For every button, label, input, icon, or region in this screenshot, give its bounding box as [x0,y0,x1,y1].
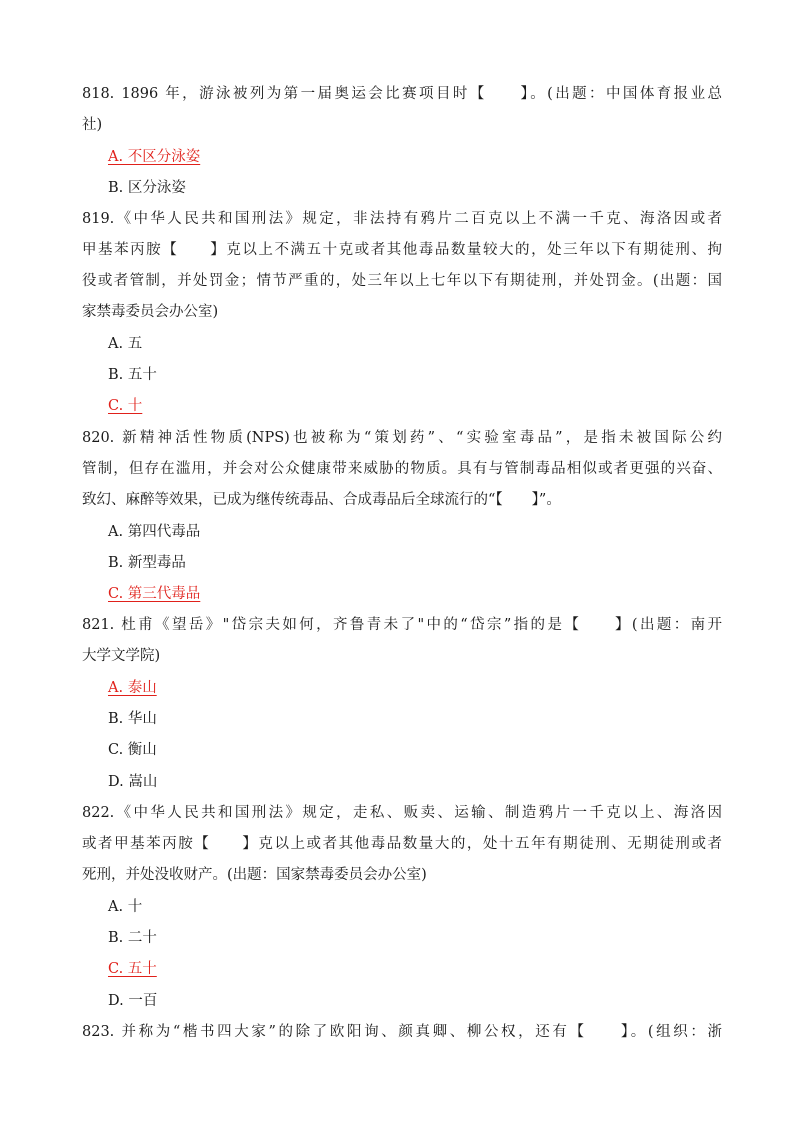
question-821-option-b: B. 华山 [108,711,157,727]
question-820-line-2: 管制，但存在滥用，并会对公众健康带来威胁的物质。具有与管制毒品相似或者更强的兴奋、 [82,461,722,477]
question-822-option-d: D. 一百 [108,993,158,1009]
question-819-line-3: 役或者管制，并处罚金；情节严重的，处三年以上七年以下有期徒刑，并处罚金。(出题：国 [82,273,722,289]
question-818-line-2: 社) [82,117,103,133]
question-822-line-1: 822.《中华人民共和国刑法》规定，走私、贩卖、运输、制造鸦片一千克以上、海洛因 [82,805,722,821]
question-820-option-c-correct: C. 第三代毒品 [108,586,201,602]
question-819-line-2: 甲基苯丙胺【 】克以上不满五十克或者其他毒品数量较大的，处三年以下有期徒刑、拘 [82,242,722,258]
question-818-option-a-correct: A. 不区分泳姿 [108,149,201,165]
question-822-option-c-correct: C. 五十 [108,961,157,977]
question-818-line-1: 818. 1896 年，游泳被列为第一届奥运会比赛项目时【 】。(出题：中国体育报业总 [82,86,722,102]
question-819-option-a: A. 五 [108,336,143,352]
question-820-option-a: A. 第四代毒品 [108,524,201,540]
question-820-option-b: B. 新型毒品 [108,555,186,571]
question-818-option-b: B. 区分泳姿 [108,180,186,196]
question-821-option-a-correct: A. 泰山 [108,680,157,696]
question-819-line-1: 819.《中华人民共和国刑法》规定，非法持有鸦片二百克以上不满一千克、海洛因或者 [82,211,722,227]
question-822-line-3: 死刑，并处没收财产。(出题：国家禁毒委员会办公室) [82,867,427,883]
question-820-line-3: 致幻、麻醉等效果，已成为继传统毒品、合成毒品后全球流行的“【 】”。 [82,492,561,508]
question-819-option-b: B. 五十 [108,367,157,383]
question-821-option-c: C. 衡山 [108,742,157,758]
question-821-option-d: D. 嵩山 [108,774,158,790]
question-820-line-1: 820. 新精神活性物质(NPS)也被称为“策划药”、“实验室毒品”，是指未被国际公约 [82,430,722,446]
question-819-option-c-correct: C. 十 [108,398,143,414]
question-822-line-2: 或者甲基苯丙胺【 】克以上或者其他毒品数量大的，处十五年有期徒刑、无期徒刑或者 [82,836,722,852]
question-823-line-1: 823. 并称为“楷书四大家”的除了欧阳询、颜真卿、柳公权，还有【 】。(组织：浙 [82,1024,722,1040]
question-822-option-a: A. 十 [108,899,143,915]
question-821-line-2: 大学文学院) [82,648,161,664]
question-819-line-4: 家禁毒委员会办公室) [82,304,219,320]
question-822-option-b: B. 二十 [108,930,157,946]
question-821-line-1: 821. 杜甫《望岳》"岱宗夫如何，齐鲁青未了"中的“岱宗”指的是【 】(出题：南开 [82,617,722,633]
